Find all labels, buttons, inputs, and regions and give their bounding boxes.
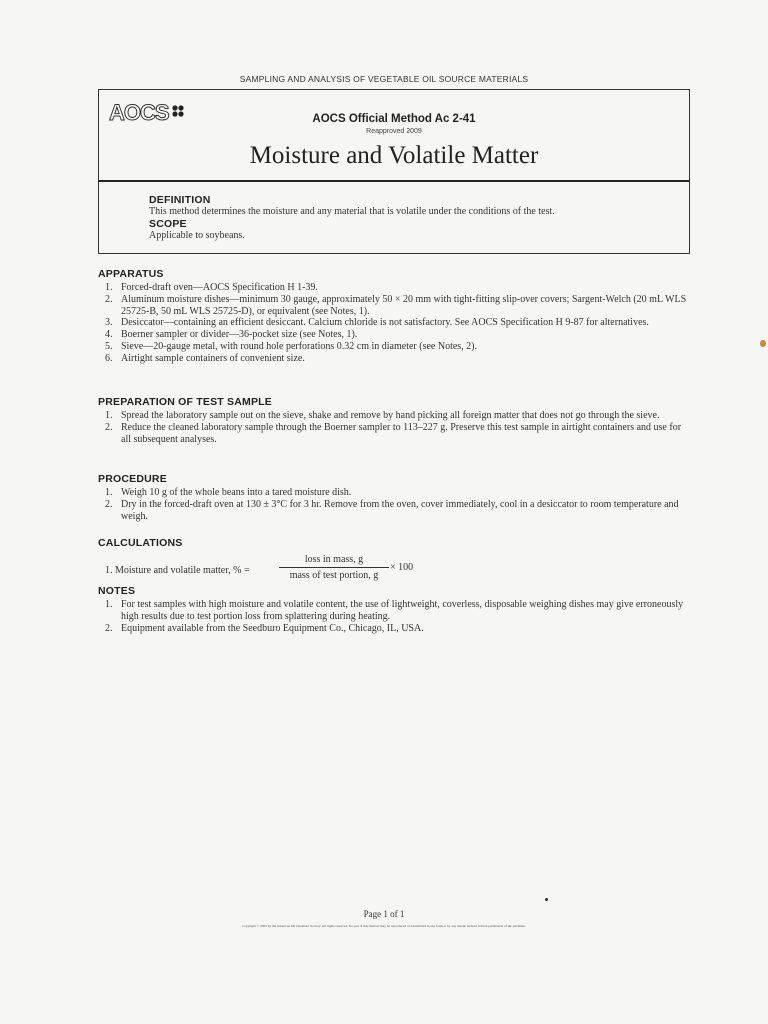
apparatus-section	[98, 268, 693, 365]
running-header: SAMPLING AND ANALYSIS OF VEGETABLE OIL SOURCE MATERIALS	[239, 74, 529, 84]
apparatus-heading: APPARATUS	[98, 268, 164, 280]
notes-section	[98, 585, 693, 634]
formula-label: 1. Moisture and volatile matter, % =	[105, 565, 250, 576]
list-item: 5. Sieve—20-gauge metal, with round hole perforations 0.32 cm in diameter (see Notes, 2).	[105, 340, 478, 352]
list-item: 4. Boerner sampler or divider—36-pocket size (see Notes, 1).	[105, 329, 358, 341]
list-item: 1. Weigh 10 g of the whole beans into a tared moisture dish.	[105, 487, 352, 498]
list-item: 1. Forced-draft oven—AOCS Specification H 1-39.	[105, 282, 318, 293]
method-title-box	[98, 89, 690, 182]
list-item: 2. Aluminum moisture dishes—minimum 30 gauge, approximately 50 × 20 mm with tight-fitting slip-over covers; Sargent-Welch (20 mL WLS 25725-B, 50 mL WLS 25725-D), or equivalent (see Notes, 1).	[105, 293, 687, 317]
apparatus-list	[98, 282, 693, 365]
preparation-section	[98, 396, 693, 445]
list-item: 2. Equipment available from the Seedburo Equipment Co., Chicago, IL, USA.	[105, 622, 424, 634]
scope-text: Applicable to soybeans.	[149, 230, 245, 241]
list-item: 2. Reduce the cleaned laboratory sample through the Boerner sampler to 113–227 g. Preserve this test sample in airtight containers and use for all subsequent analyses.	[105, 421, 682, 445]
definition-text: This method determines the moisture and any material that is volatile under the conditions of the test.	[149, 206, 555, 217]
calculation-formula	[98, 554, 693, 588]
page-title: Moisture and Volatile Matter	[249, 142, 539, 169]
procedure-heading: PROCEDURE	[98, 473, 167, 485]
list-item: 1. For test samples with high moisture and volatile content, the use of lightweight, coverless, disposable weighing dishes may give erroneously high results due to test portion loss from splattering during heating.	[105, 599, 684, 622]
formula-fraction	[279, 554, 389, 582]
reapproved-date: Reapproved 2009	[366, 128, 422, 135]
list-item: 3. Desiccator—containing an efficient desiccant. Calcium chloride is not satisfactory. See AOCS Specification H 9-87 for alternatives.	[105, 317, 649, 329]
formula-multiplier: × 100	[390, 562, 414, 573]
calculations-heading: CALCULATIONS	[98, 537, 183, 549]
preparation-list	[98, 410, 693, 445]
paper-speck	[545, 898, 548, 901]
list-item: 6. Airtight sample containers of convenient size.	[105, 352, 305, 364]
scope-heading: SCOPE	[149, 218, 187, 230]
definition-box	[98, 181, 690, 254]
calculations-section	[98, 537, 693, 588]
copyright-notice: Copyright © 2009 by the American Oil Chemists' Society. All rights reserved. No part of this method may be reproduced or transmitted in any form or by any means without written permission of the publisher.	[242, 924, 526, 928]
page-number: Page 1 of 1	[363, 909, 405, 919]
formula-denominator: mass of test portion, g	[289, 570, 379, 581]
logo-text: AOCS	[109, 100, 169, 125]
preparation-heading: PREPARATION OF TEST SAMPLE	[98, 396, 272, 408]
procedure-list	[98, 487, 693, 522]
formula-numerator: loss in mass, g	[279, 554, 389, 568]
definition-heading: DEFINITION	[149, 194, 211, 206]
notes-list	[98, 599, 693, 634]
procedure-section	[98, 473, 693, 522]
method-designation: AOCS Official Method Ac 2-41	[312, 113, 476, 125]
paper-speck	[760, 340, 766, 347]
notes-heading: NOTES	[98, 585, 136, 597]
list-item: 2. Dry in the forced-draft oven at 130 ± 3°C for 3 hr. Remove from the oven, cover immediately, cool in a desiccator to room temperature and weigh.	[105, 498, 679, 522]
list-item: 1. Spread the laboratory sample out on the sieve, shake and remove by hand picking all foreign matter that does not go through the sieve.	[105, 410, 660, 421]
